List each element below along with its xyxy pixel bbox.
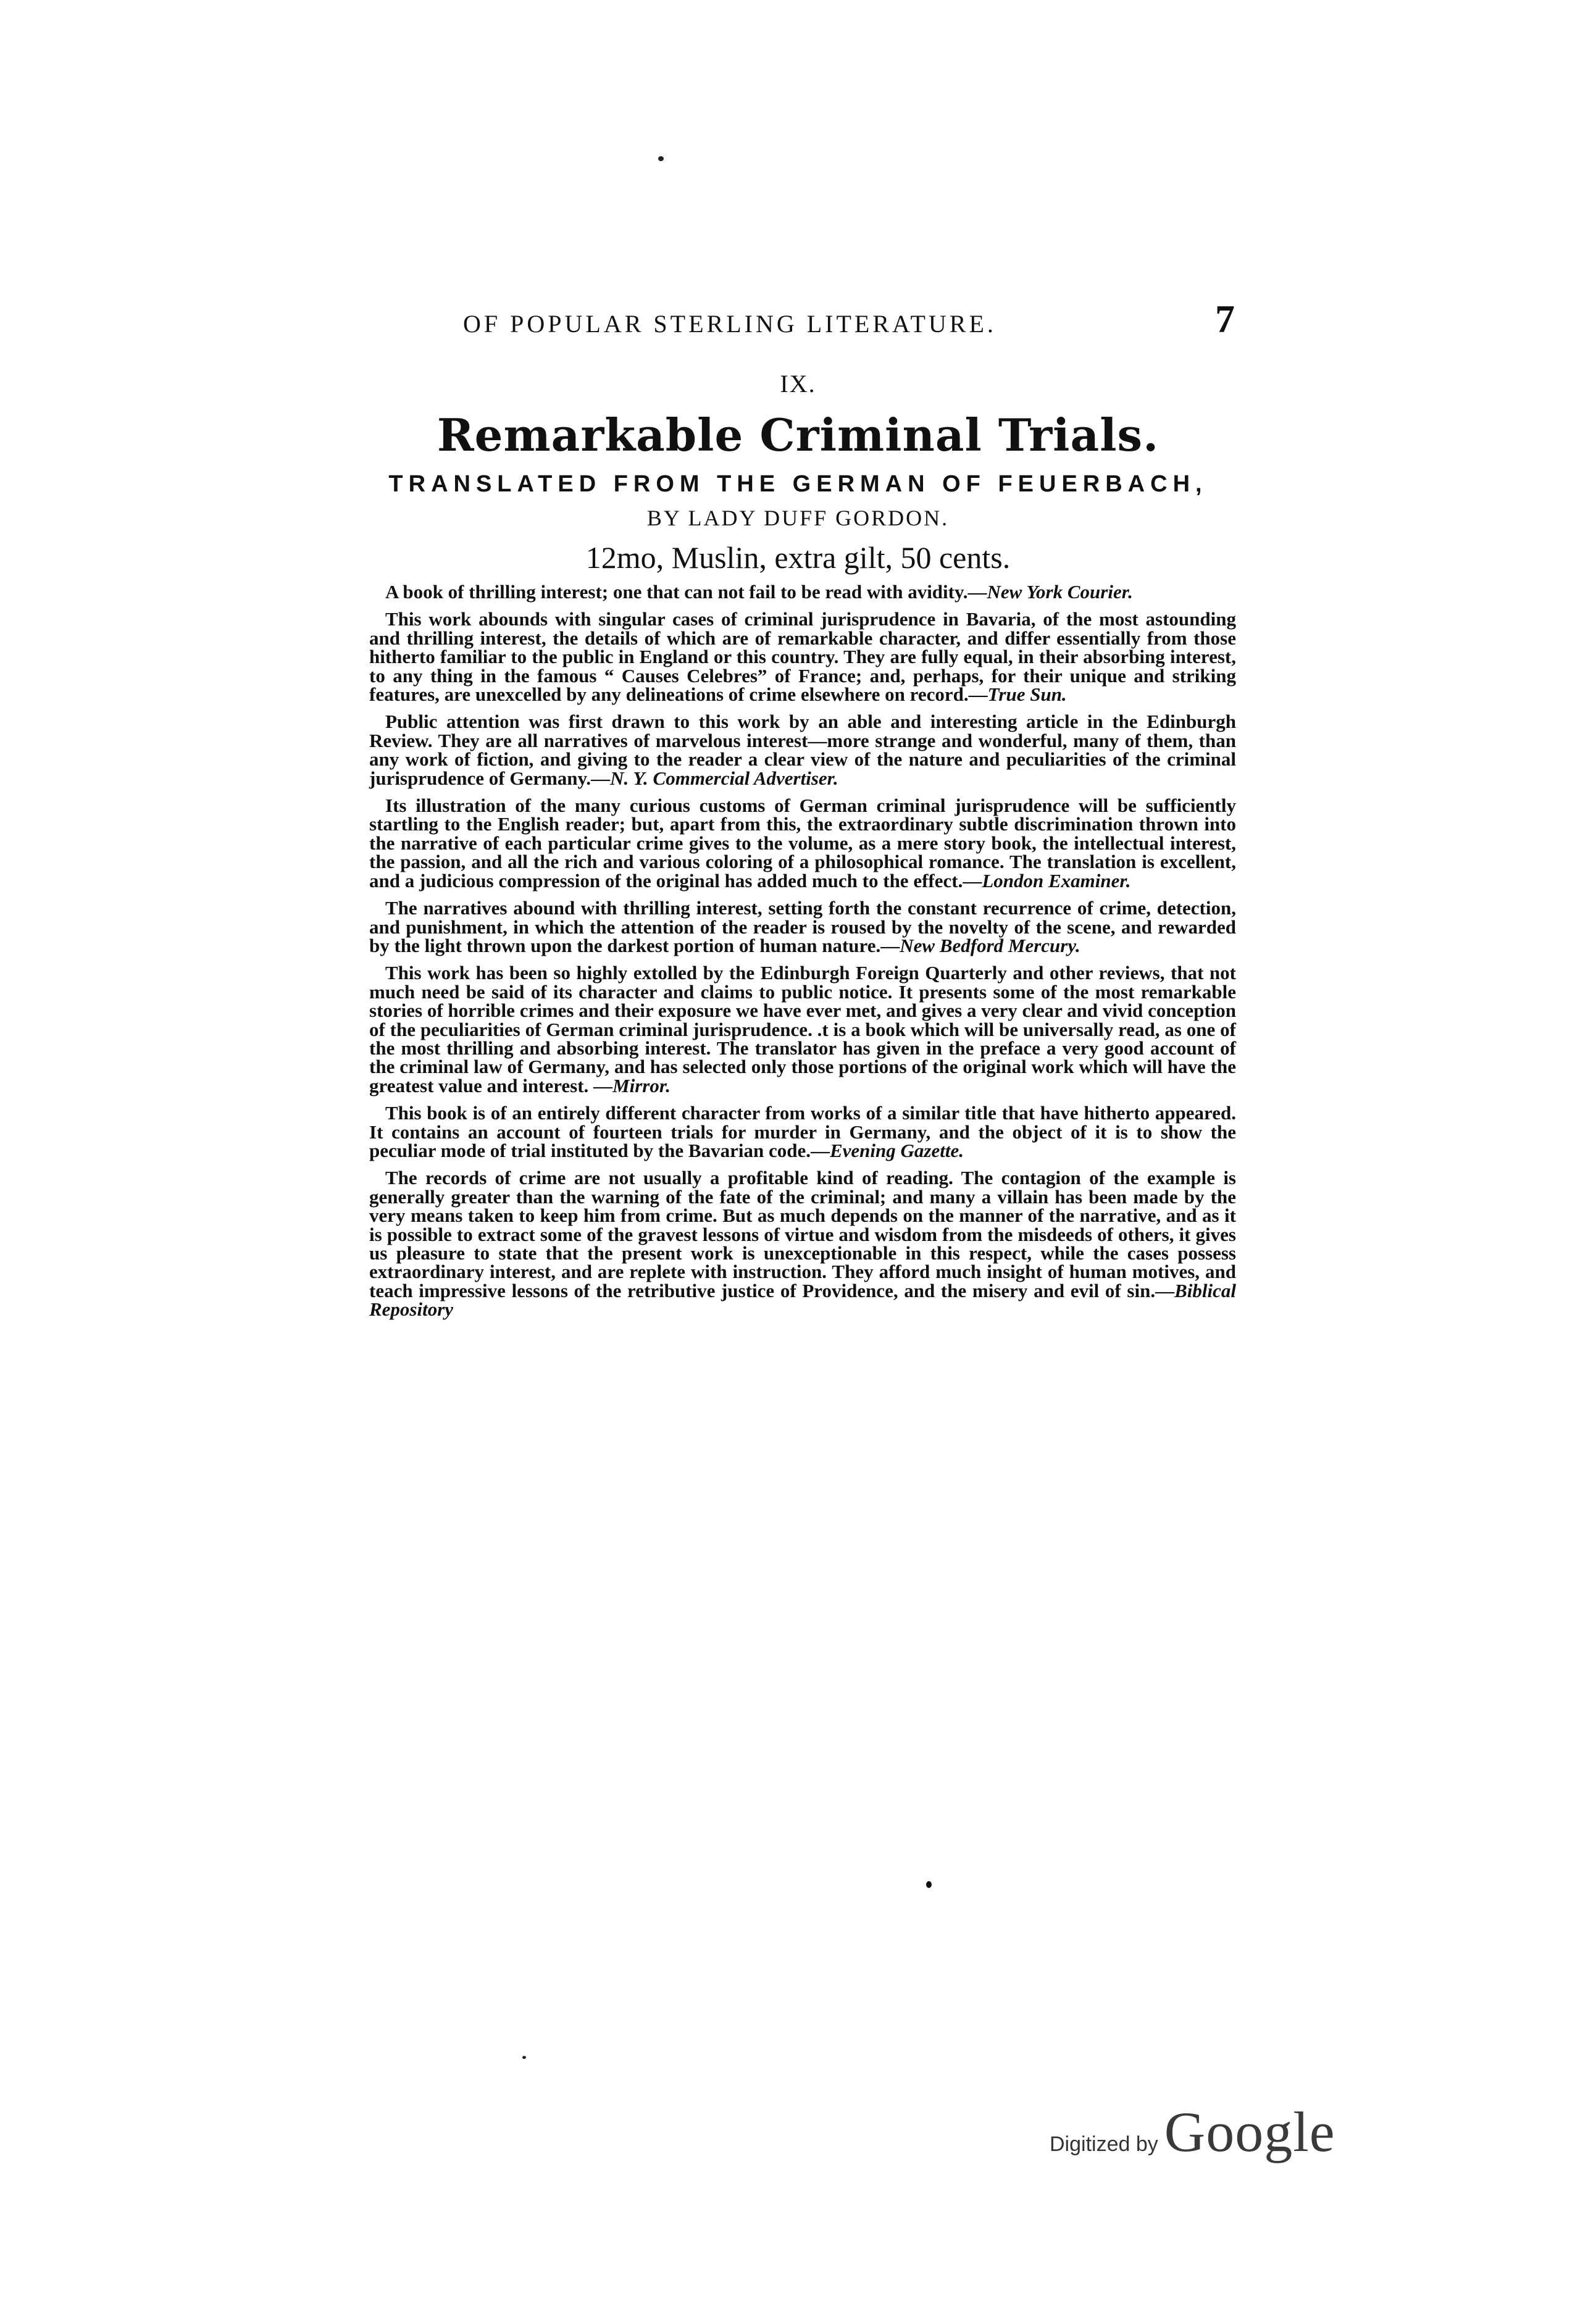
section-numeral: IX. [780, 370, 816, 398]
review-paragraph [369, 583, 1236, 601]
review-source: Mirror. [612, 1074, 671, 1096]
running-head-title: OF POPULAR STERLING LITERATURE. [463, 310, 996, 338]
review-paragraph [369, 1104, 1236, 1160]
page-number: 7 [1215, 297, 1235, 341]
review-source: New York Courier. [987, 581, 1133, 603]
digitized-by-text: Digitized by [1050, 2132, 1158, 2156]
review-text: Its illustration of the many curious customs of German criminal jurisprudence will be sufficiently startling to the English reader; but, apart from this, the extraordinary subtle discrimination thrown into the narrative of each particular crime gives to the volume, as a mere story book, the intellectual interest, the passion, and all the rich and various coloring of a philosophical romance. The translation is excellent, and a judicious compression of the original has added much to the effect.— [369, 795, 1236, 892]
book-title: Remarkable Criminal Trials. [437, 409, 1159, 461]
price-line: 12mo, Muslin, extra gilt, 50 cents. [585, 540, 1011, 575]
review-paragraph [369, 964, 1236, 1095]
digitized-watermark [1050, 2099, 1335, 2165]
review-source: N. Y. Commercial Advertiser. [610, 767, 838, 789]
review-text: A book of thrilling interest; one that can not fail to be read with avidity.— [385, 581, 987, 603]
running-head [370, 296, 1247, 342]
review-text: This book is of an entirely different character from works of a similar title that have hitherto appeared. It contains an account of fourteen trials for murder in Germany, and the object of it is to show the peculiar mode of trial instituted by the Bavarian code.— [369, 1102, 1236, 1161]
review-paragraph [369, 899, 1236, 955]
review-paragraph [369, 712, 1236, 788]
review-paragraph [369, 610, 1236, 704]
review-paragraph [369, 796, 1236, 890]
review-source: London Examiner. [982, 869, 1131, 892]
ink-speck [658, 156, 664, 161]
ink-speck [522, 2056, 526, 2059]
review-text: The narratives abound with thrilling interest, setting forth the constant recurrence of crime, detection, and punishment, in which the attention of the reader is roused by the novelty of the scene, and rewarded by the light thrown upon the darkest portion of human nature.— [369, 897, 1236, 956]
review-text: Public attention was first drawn to this work by an able and interesting article in the Edinburgh Review. They are all narratives of marvelous interest—more strange and wonderful, many of them, than any work of fiction, and giving to the reader a clear view of the nature and peculiarities of the criminal jurisprudence of Germany.— [369, 711, 1236, 789]
review-text: This work has been so highly extolled by the Edinburgh Foreign Quarterly and other reviews, that not much need be said of its character and claims to public notice. It presents some of the most remarkable stories of horrible crimes and their exposure we have ever met, and gives a very clear and vivid conception of the peculiarities of German criminal jurisprudence. .t is a book which will be universally read, as one of the most thrilling and absorbing interest. The translator has given in the preface a very good account of the criminal law of Germany, and has selected only those portions of the original work which will have the greatest value and interest. — [369, 962, 1236, 1096]
review-source: Biblical Repository [369, 1279, 1236, 1321]
review-text: The records of crime are not usually a profitable kind of reading. The contagion of the example is generally greater than the warning of the fate of the criminal; and many a villain has been made by the very means taken to keep him from crime. But as much depends on the manner of the narrative, and as it is possible to extract some of the gravest lessons of virtue and wisdom from the misdeeds of others, it gives us pleasure to state that the present work is unexceptionable in this respect, while the cases possess extraordinary interest, and are replete with instruction. They afford much insight of human motives, and teach impressive lessons of the retributive justice of Providence, and the misery and evil of sin.— [369, 1167, 1236, 1301]
translator-line: BY LADY DUFF GORDON. [646, 506, 950, 530]
review-source: True Sun. [987, 683, 1067, 706]
ornament-dot [926, 1881, 932, 1888]
review-list [369, 583, 1236, 1328]
google-logo: Google [1164, 2100, 1335, 2163]
review-paragraph [369, 1169, 1236, 1319]
review-text: This work abounds with singular cases of criminal jurisprudence in Bavaria, of the most astounding and thrilling interest, the details of which are of remarkable character, and differ essentially from those hitherto familiar to the public in England or this country. They are fully equal, in their absorbing interest, to any thing in the famous “ Causes Celebres” of France; and, perhaps, for their unique and striking features, are unexcelled by any delineations of crime elsewhere on record.— [369, 608, 1236, 706]
translated-from-line: TRANSLATED FROM THE GERMAN OF FEUERBACH, [388, 471, 1208, 497]
review-source: New Bedford Mercury. [900, 934, 1080, 956]
review-source: Evening Gazette. [829, 1139, 964, 1161]
